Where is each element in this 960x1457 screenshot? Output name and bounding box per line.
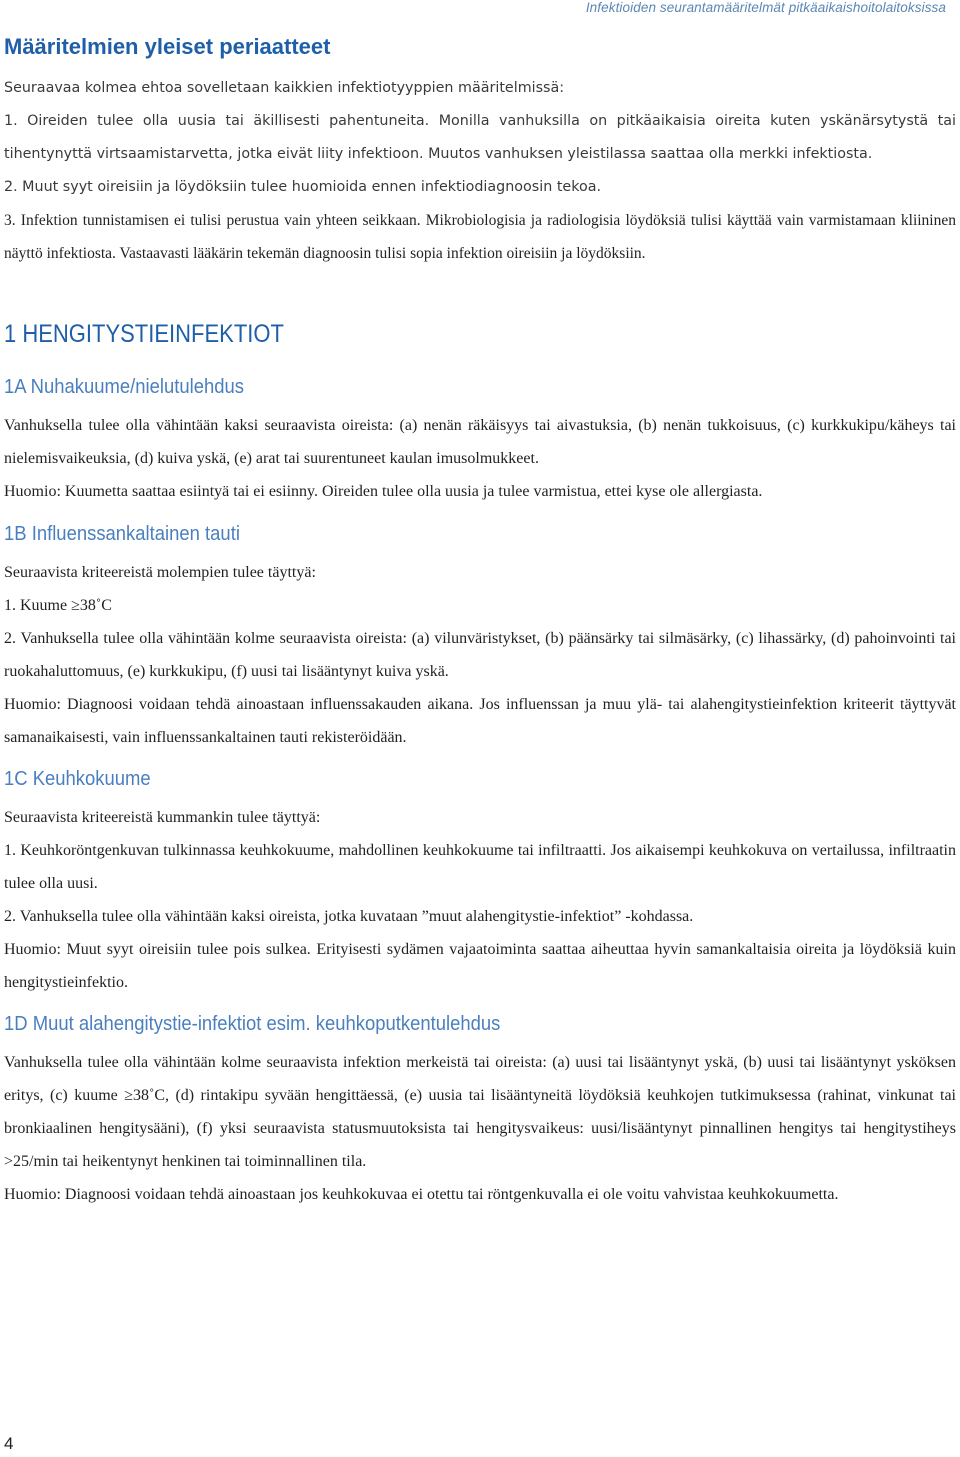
section-1b-p2: 1. Kuume ≥38˚C <box>4 597 112 614</box>
section-1c-p3: 2. Vanhuksella tulee olla vähintään kaksi oireista, jotka kuvataan ”muut alahengitystie-infektiot” -kohdassa. <box>4 908 694 925</box>
page-number: 4 <box>4 1434 14 1453</box>
intro-item-2: 2. Muut syyt oireisiin ja löydöksiin tulee huomioida ennen infektiodiagnoosin tekoa. <box>4 179 602 195</box>
intro-lead: Seuraavaa kolmea ehtoa sovelletaan kaikkien infektiotyyppien määritelmissä: <box>4 80 565 96</box>
chapter-heading: 1 HENGITYSTIEINFEKTIOT <box>4 320 284 348</box>
section-1a-heading: 1A Nuhakuume/nielutulehdus <box>4 375 245 398</box>
main-heading: Määritelmien yleiset periaatteet <box>4 34 331 59</box>
section-1a <box>4 375 956 508</box>
intro <box>4 72 956 270</box>
section-1c-p4: Huomio: Muut syyt oireisiin tulee pois sulkea. Erityisesti sydämen vajaatoiminta saattaa aiheuttaa hyvin samankaltaisia oireita ja löydöksiä kuin hengitystieinfektio. <box>4 941 956 991</box>
running-header: Infektioiden seurantamääritelmät pitkäaikaishoitolaitoksissa <box>585 0 946 15</box>
section-1b-p1: Seuraavista kriteereistä molempien tulee täyttyä: <box>4 564 316 581</box>
section-1c <box>4 767 956 999</box>
section-1c-p1: Seuraavista kriteereistä kummankin tulee täyttyä: <box>4 809 321 826</box>
section-1d-p2: Huomio: Diagnoosi voidaan tehdä ainoastaan jos keuhkokuvaa ei otettu tai röntgenkuvalla ei ole voitu vahvistaa keuhkokuumetta. <box>4 1186 839 1203</box>
section-1c-p2: 1. Keuhkoröntgenkuvan tulkinnassa keuhkokuume, mahdollinen keuhkokuume tai infiltraatti. Jos aikaisempi keuhkokuva on vertailussa, infiltraatin tulee olla uusi. <box>4 842 956 892</box>
section-1d-p1: Vanhuksella tulee olla vähintään kolme seuraavista infektion merkeistä tai oireista: (a) uusi tai lisääntynyt yskä, (b) uusi tai lisääntynyt ysköksen eritys, (c) kuume ≥38˚C, (d) rintakipu syvään hengittäessä, (e) uusia tai lisääntyneitä löydöksiä keuhkojen tutkimuksessa (rahinat, vinkunat tai bronkiaalinen hengitysääni), (f) yksi seuraavista statusmuutoksista tai hengitysvaikeus: uusi/lisääntynyt pinnallinen hengitys tai hengitystiheys >25/min tai heikentynyt henkinen tai toiminnallinen tila. <box>4 1054 956 1170</box>
section-1d <box>4 1012 956 1211</box>
section-1b-p4: Huomio: Diagnoosi voidaan tehdä ainoastaan influenssakauden aikana. Jos influenssan ja muu ylä- tai alahengitystieinfektion kriteerit täyttyvät samanaikaisesti, vain influenssankaltainen tauti rekisteröidään. <box>4 696 956 746</box>
section-1b-heading: 1B Influenssankaltainen tauti <box>4 522 240 545</box>
intro-item-1: 1. Oireiden tulee olla uusia tai äkillisesti pahentuneita. Monilla vanhuksilla on pitkäaikaisia oireita kuten yskänärsytystä tai tihentynyttä virtsaamistarvetta, jotka eivät liity infektioon. Muutos vanhuksen yleistilassa saattaa olla merkki infektiosta. <box>4 113 956 162</box>
section-1d-heading: 1D Muut alahengitystie-infektiot esim. keuhkoputkentulehdus <box>4 1012 501 1035</box>
section-1b-p3: 2. Vanhuksella tulee olla vähintään kolme seuraavista oireista: (a) vilunväristykset, (b) päänsärky tai silmäsärky, (c) lihassärky, (d) pahoinvointi tai ruokahaluttomuus, (e) kurkkukipu, (f) uusi tai lisääntynyt kuiva yskä. <box>4 630 956 680</box>
section-1b <box>4 522 956 754</box>
section-1a-p1: Vanhuksella tulee olla vähintään kaksi seuraavista oireista: (a) nenän räkäisyys tai aivastuksia, (b) nenän tukkoisuus, (c) kurkkukipu/käheys tai nielemisvaikeuksia, (d) kuiva yskä, (e) arat tai suurentuneet kaulan imusolmukkeet. <box>4 417 956 467</box>
section-1a-p2: Huomio: Kuumetta saattaa esiintyä tai ei esiinny. Oireiden tulee olla uusia ja tulee varmistua, ettei kyse ole allergiasta. <box>4 483 763 500</box>
section-1c-heading: 1C Keuhkokuume <box>4 767 151 790</box>
intro-item-3: 3. Infektion tunnistamisen ei tulisi perustua vain yhteen seikkaan. Mikrobiologisia ja radiologisia löydöksiä tulisi käyttää vain varmistamaan kliininen näyttö infektiosta. Vastaavasti lääkärin tekemän diagnoosin tulisi sopia infektion oireisiin ja löydöksiin. <box>4 212 956 262</box>
